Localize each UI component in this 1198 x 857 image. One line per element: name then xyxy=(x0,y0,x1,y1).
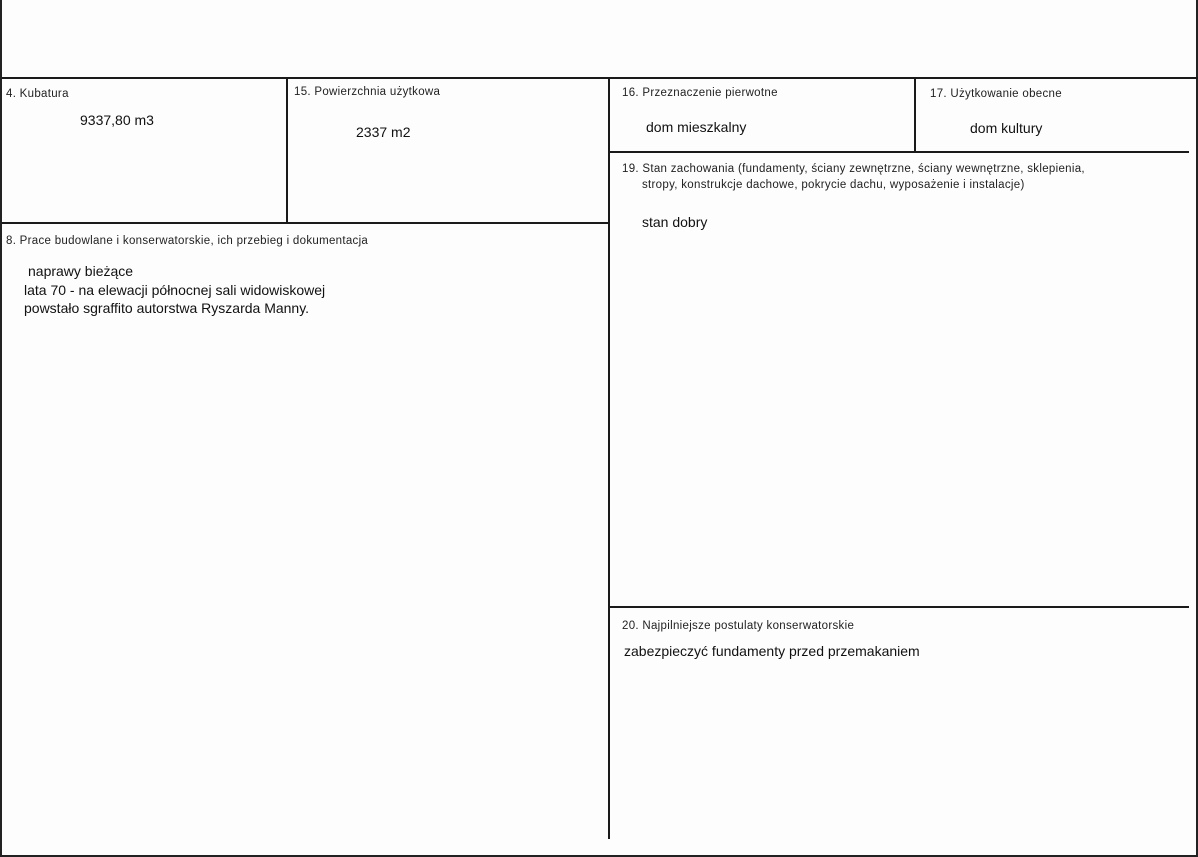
divider-kubatura-powierzchnia xyxy=(286,77,288,223)
przeznaczenie-value: dom mieszkalny xyxy=(646,119,747,135)
powierzchnia-label: 15. Powierzchnia użytkowa xyxy=(294,86,441,98)
divider-przeznaczenie-uzytkowanie xyxy=(914,77,916,151)
kubatura-value: 9337,80 m3 xyxy=(80,112,154,128)
stan-label xyxy=(622,161,1182,193)
prace-line-3: powstało sgraffito autorstwa Ryszarda Manny. xyxy=(24,300,310,316)
center-divider xyxy=(608,77,610,839)
uzytkowanie-value: dom kultury xyxy=(970,120,1043,136)
rule-above-20 xyxy=(608,606,1189,608)
postulaty-value: zabezpieczyć fundamenty przed przemakaniem xyxy=(624,643,920,659)
postulaty-label: 20. Najpilniejsze postulaty konserwatorskie xyxy=(622,620,855,632)
rule-under-16-17 xyxy=(608,151,1189,153)
powierzchnia-value: 2337 m2 xyxy=(356,124,411,140)
uzytkowanie-label: 17. Użytkowanie obecne xyxy=(930,88,1062,100)
prace-line-1: naprawy bieżące xyxy=(28,263,134,279)
przeznaczenie-label: 16. Przeznaczenie pierwotne xyxy=(622,87,778,99)
stan-label-line1: 19. Stan zachowania (fundamenty, ściany zewnętrzne, ściany wewnętrzne, sklepienia, xyxy=(622,163,1085,175)
rule-under-4-15 xyxy=(2,222,610,224)
stan-value: stan dobry xyxy=(642,214,708,230)
kubatura-label: 4. Kubatura xyxy=(6,88,69,100)
prace-label: 8. Prace budowlane i konserwatorskie, ich przebieg i dokumentacja xyxy=(6,235,369,247)
top-rule xyxy=(2,77,1198,79)
prace-line-2: lata 70 - na elewacji północnej sali widowiskowej xyxy=(24,282,326,298)
stan-label-line2: stropy, konstrukcje dachowe, pokrycie dachu, wyposażenie i instalacje) xyxy=(642,179,1025,191)
